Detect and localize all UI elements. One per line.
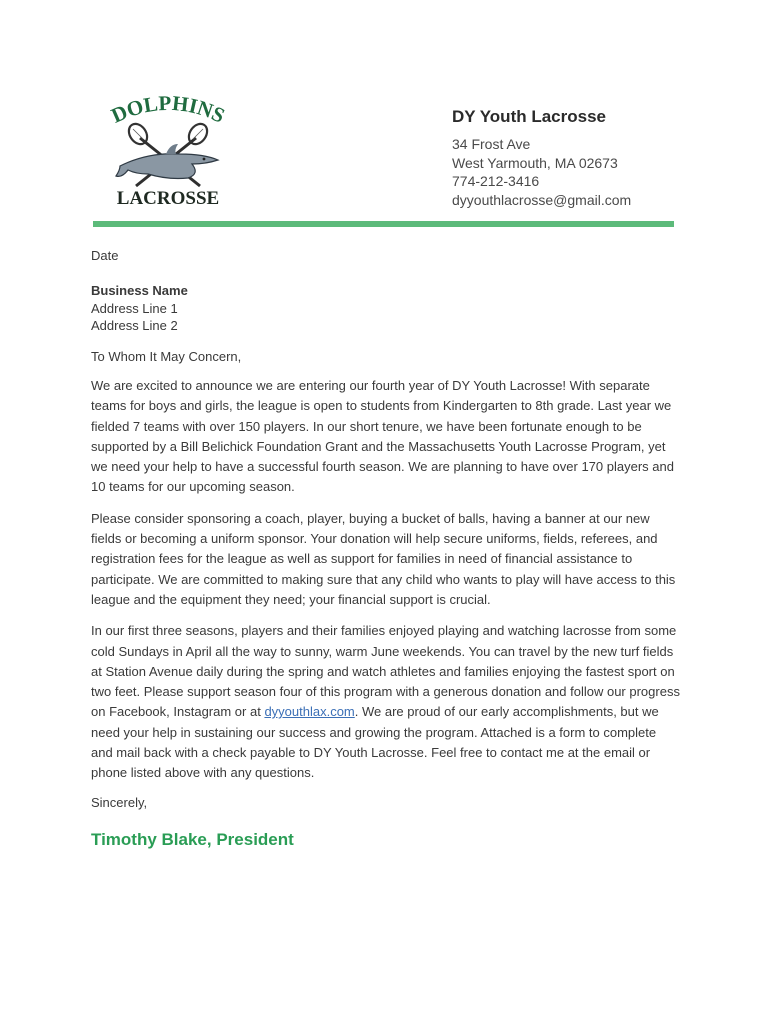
organization-header: [452, 107, 631, 209]
paragraph-3-text-end: . We are proud of our early accomplishments, but we need your help in sustaining our success and growing the program. Attached is a form to complete and mail back with a check payable to DY Youth Lacrosse. Feel free to contact me at the email or phone listed above with any questions.: [91, 704, 659, 781]
paragraph-3: [91, 621, 681, 783]
paragraph-1: We are excited to announce we are entering our fourth year of DY Youth Lacrosse! With separate teams for boys and girls, the league is open to students from Kindergarten to 8th grade. Last year we fielded 7 teams with over 150 players. In our short tenure, we have been fortunate enough to be supported by a Bill Belichick Foundation Grant and the Massachusetts Youth Lacrosse Program, yet we need your help to have a successful fourth season. We are planning to have over 170 players and 10 teams for our upcoming season.: [91, 378, 674, 495]
organization-name: DY Youth Lacrosse: [452, 107, 606, 126]
organization-street: 34 Frost Ave: [452, 136, 531, 152]
organization-email: dyyouthlacrosse@gmail.com: [452, 191, 632, 208]
header-divider: [93, 221, 674, 227]
organization-phone: 774-212-3416: [452, 173, 540, 189]
letter-body: [91, 248, 681, 850]
website-link[interactable]: dyyouthlax.com: [264, 704, 355, 720]
recipient-address-line-1: Address Line 1: [91, 301, 178, 316]
signature: Timothy Blake, President: [91, 829, 294, 849]
letter-date: Date: [91, 248, 119, 263]
logo-graphic: [108, 94, 228, 210]
logo-bottom-text: LACROSSE: [116, 188, 220, 209]
paragraph-2: Please consider sponsoring a coach, player, buying a bucket of balls, having a banner at our new fields or becoming a uniform sponsor. Your donation will help secure uniforms, fields, referees, and registration fees for the league as well as support for families in need of financial assistance to participate. We are committed to making sure that any child who wants to play will have access to this league and the equipment they need; your financial support is crucial.: [91, 510, 676, 607]
organization-city: West Yarmouth, MA 02673: [452, 154, 618, 171]
recipient-name: Business Name: [91, 283, 188, 298]
recipient-address-line-2: Address Line 2: [91, 318, 178, 333]
greeting: To Whom It May Concern,: [91, 349, 242, 364]
dolphins-lacrosse-logo: [108, 94, 228, 210]
dolphin-icon: [116, 144, 218, 179]
logo-top-text: DOLPHINS: [108, 94, 228, 128]
closing: Sincerely,: [91, 794, 148, 810]
paragraph-3-text-start: In our first three seasons, players and their families enjoyed playing and watching lacrosse from some cold Sundays in April all the way to sunny, warm June weekends. You can travel by the new turf fields at Station Avenue daily during the spring and watch athletes and families enjoying the fastest sport on two feet. Please support season four of this program with a generous donation and follow our progress on Facebook, Instagram or at: [91, 623, 680, 720]
